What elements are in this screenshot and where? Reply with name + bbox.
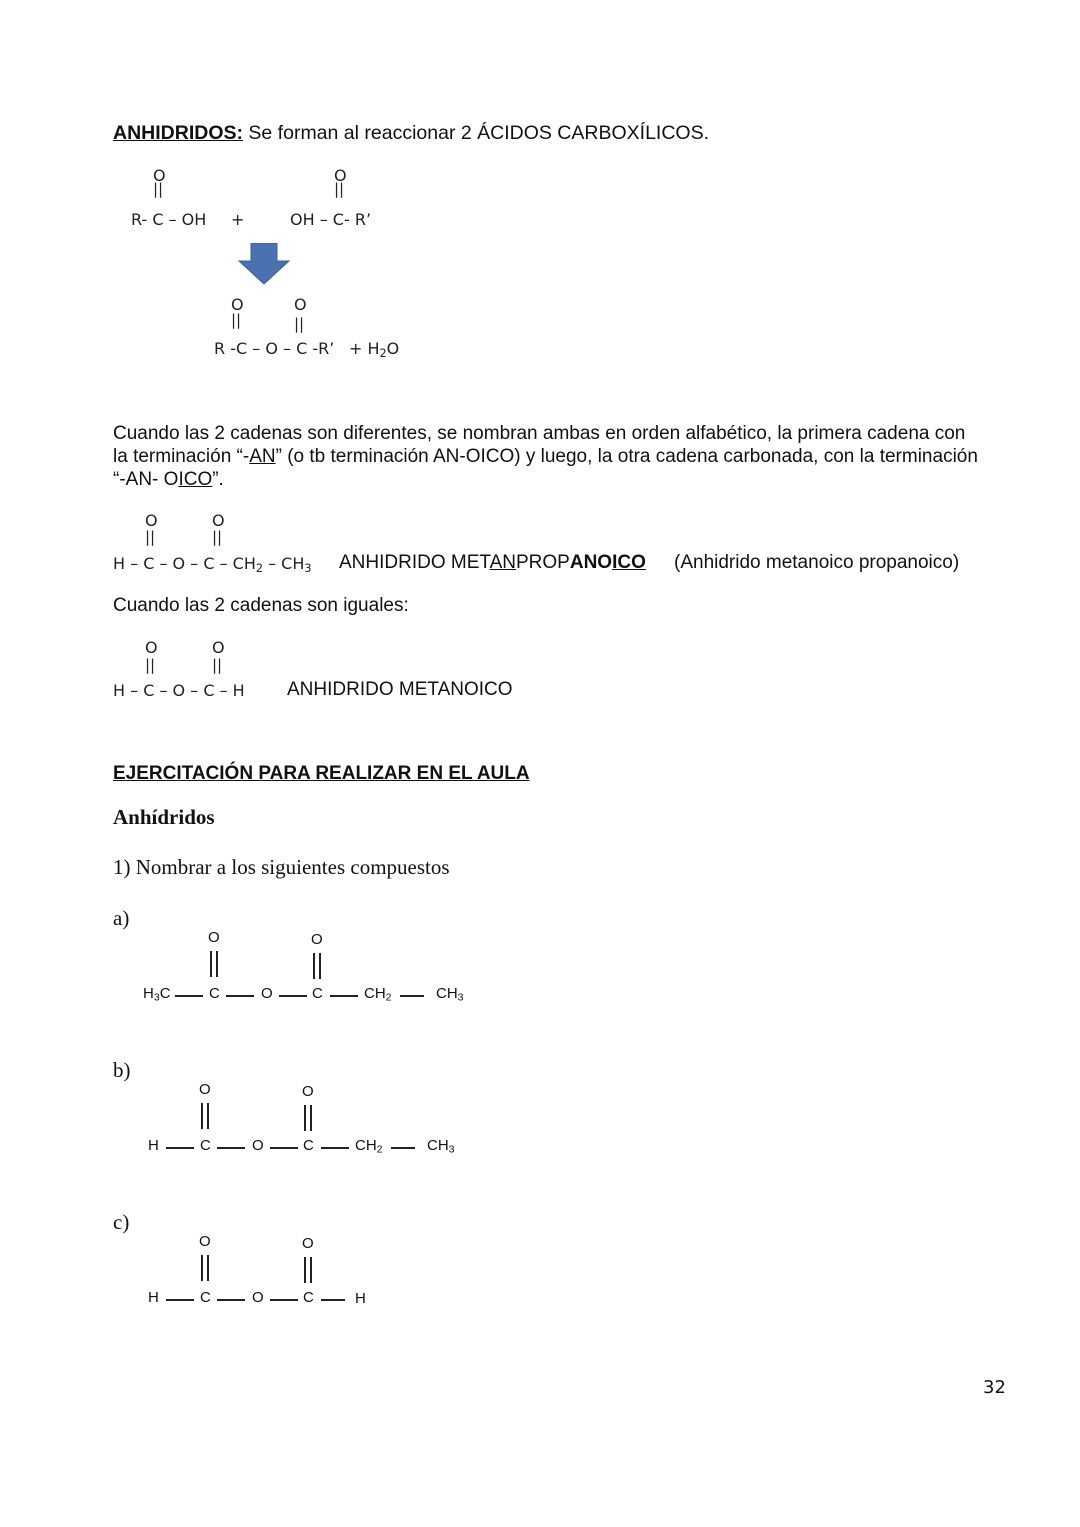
- exc-bond: [270, 1299, 298, 1301]
- exb-ch3: $CH_3$: [427, 1137, 455, 1156]
- ejercitacion-question: 1) Nombrar a los siguientes compuestos: [113, 855, 450, 879]
- section-heading: ANHIDRIDOS:: [113, 122, 243, 144]
- exb-bond: [321, 1147, 349, 1149]
- exa-bond: [330, 995, 358, 997]
- ex2-formula: H – C – O – C – H: [113, 681, 245, 700]
- ejercitacion-heading: EJERCITACIÓN PARA REALIZAR EN EL AULA: [113, 763, 530, 784]
- exc-bond: [166, 1299, 194, 1301]
- explanation-line-2: la terminación “-AN” (o tb terminación AN-OICO) y luego, la otra cadena carbonada, con la terminación: [113, 446, 978, 467]
- exc-carbon-1: C: [200, 1289, 211, 1306]
- exb-bond: [217, 1147, 245, 1149]
- ejercitacion-subheading: Anhídridos: [113, 805, 215, 829]
- ex1-double-bond-1: ||: [145, 528, 156, 546]
- exercise-label: a): [113, 906, 130, 930]
- exc-hydrogen-right: H: [355, 1290, 366, 1307]
- exb-hydrogen: H: [148, 1137, 159, 1154]
- reaction-plus: +: [231, 210, 245, 229]
- ex1-double-bond-2: ||: [212, 528, 223, 546]
- product-double-bond-2: ||: [294, 315, 305, 333]
- exa-bond-line: [319, 953, 321, 979]
- ex2-oxygen-1: O: [145, 638, 158, 657]
- exb-bond-line: [304, 1105, 306, 1131]
- exc-bond-line: [201, 1255, 203, 1281]
- exercise-label: b): [113, 1058, 131, 1082]
- reaction-oxygen-1: O: [153, 166, 166, 185]
- product-oxygen-1: O: [231, 295, 244, 314]
- exc-bond-line: [310, 1257, 312, 1283]
- exa-ch2: $CH_2$: [364, 985, 392, 1004]
- exb-oxygen-2: O: [302, 1083, 314, 1100]
- ex2-oxygen-2: O: [212, 638, 225, 657]
- exa-bond: [175, 995, 203, 997]
- explanation-paragraph: [113, 422, 978, 491]
- exa-bond-line: [210, 951, 212, 977]
- exb-bond: [166, 1147, 194, 1149]
- ex1-formula: H – C – O – C – $CH_2 - CH_3$: [113, 554, 312, 575]
- product-oxygen-2: O: [294, 295, 307, 314]
- product-double-bond-1: ||: [231, 311, 242, 329]
- exa-bond: [400, 995, 424, 997]
- exb-bond-line: [207, 1103, 209, 1129]
- exc-oxygen-1: O: [199, 1233, 211, 1250]
- ex1-oxygen-1: O: [145, 511, 158, 530]
- exa-left-group: $H_3C$: [143, 985, 171, 1004]
- exb-carbon-2: C: [303, 1137, 314, 1154]
- exc-bond-line: [304, 1257, 306, 1283]
- exa-bond-line: [216, 951, 218, 977]
- exa-bond: [226, 995, 254, 997]
- exa-ch3: $CH_3$: [436, 985, 464, 1004]
- reaction-oxygen-2: O: [334, 166, 347, 185]
- ex2-double-bond-1: ||: [145, 656, 156, 674]
- ex1-name-paren: (Anhidrido metanoico propanoico): [674, 552, 960, 573]
- product-water: + $H_2O$: [349, 339, 400, 360]
- explanation-line-1: Cuando las 2 cadenas son diferentes, se nombran ambas en orden alfabético, la primera cadena con: [113, 423, 966, 444]
- ex1-name: ANHIDRIDO METANPROPANOICO: [339, 552, 646, 573]
- explanation-line-3: “-AN- OICO”.: [113, 469, 224, 490]
- iguales-text: Cuando las 2 cadenas son iguales:: [113, 595, 409, 616]
- reaction-double-bond-1: ||: [153, 180, 164, 198]
- exb-bond: [270, 1147, 298, 1149]
- exa-carbon-1: C: [209, 985, 220, 1002]
- exc-bond: [217, 1299, 245, 1301]
- ex2-double-bond-2: ||: [212, 656, 223, 674]
- exercise-label: c): [113, 1210, 130, 1234]
- exa-oxygen-2: O: [311, 931, 323, 948]
- exb-bond-line: [201, 1103, 203, 1129]
- section-intro: Se forman al reaccionar 2 ÁCIDOS CARBOXÍLICOS.: [243, 122, 710, 144]
- ex1-oxygen-2: O: [212, 511, 225, 530]
- page-number: 32: [983, 1377, 1006, 1398]
- exa-oxygen-chain: O: [261, 985, 273, 1002]
- exb-oxygen-chain: O: [252, 1137, 264, 1154]
- down-arrow-icon: [238, 243, 290, 285]
- exa-carbon-2: C: [312, 985, 323, 1002]
- section-title-line: [113, 122, 709, 145]
- reaction-acid-2: OH – C- R’: [290, 210, 372, 229]
- ex2-name: ANHIDRIDO METANOICO: [287, 679, 513, 700]
- product-formula: R -C – O – C -R’: [214, 339, 335, 358]
- exb-oxygen-1: O: [199, 1081, 211, 1098]
- exa-bond: [279, 995, 307, 997]
- reaction-acid-1: R- C – OH: [131, 210, 207, 229]
- exc-oxygen-2: O: [302, 1235, 314, 1252]
- exb-bond: [391, 1147, 415, 1149]
- reaction-double-bond-2: ||: [334, 180, 345, 198]
- exc-oxygen-chain: O: [252, 1289, 264, 1306]
- exb-ch2: $CH_2$: [355, 1137, 383, 1156]
- exb-bond-line: [310, 1105, 312, 1131]
- exa-oxygen-1: O: [208, 929, 220, 946]
- exa-bond-line: [313, 953, 315, 979]
- exc-carbon-2: C: [303, 1289, 314, 1306]
- exc-bond-line: [207, 1255, 209, 1281]
- exc-bond: [321, 1299, 345, 1301]
- exc-hydrogen-left: H: [148, 1289, 159, 1306]
- exb-carbon-1: C: [200, 1137, 211, 1154]
